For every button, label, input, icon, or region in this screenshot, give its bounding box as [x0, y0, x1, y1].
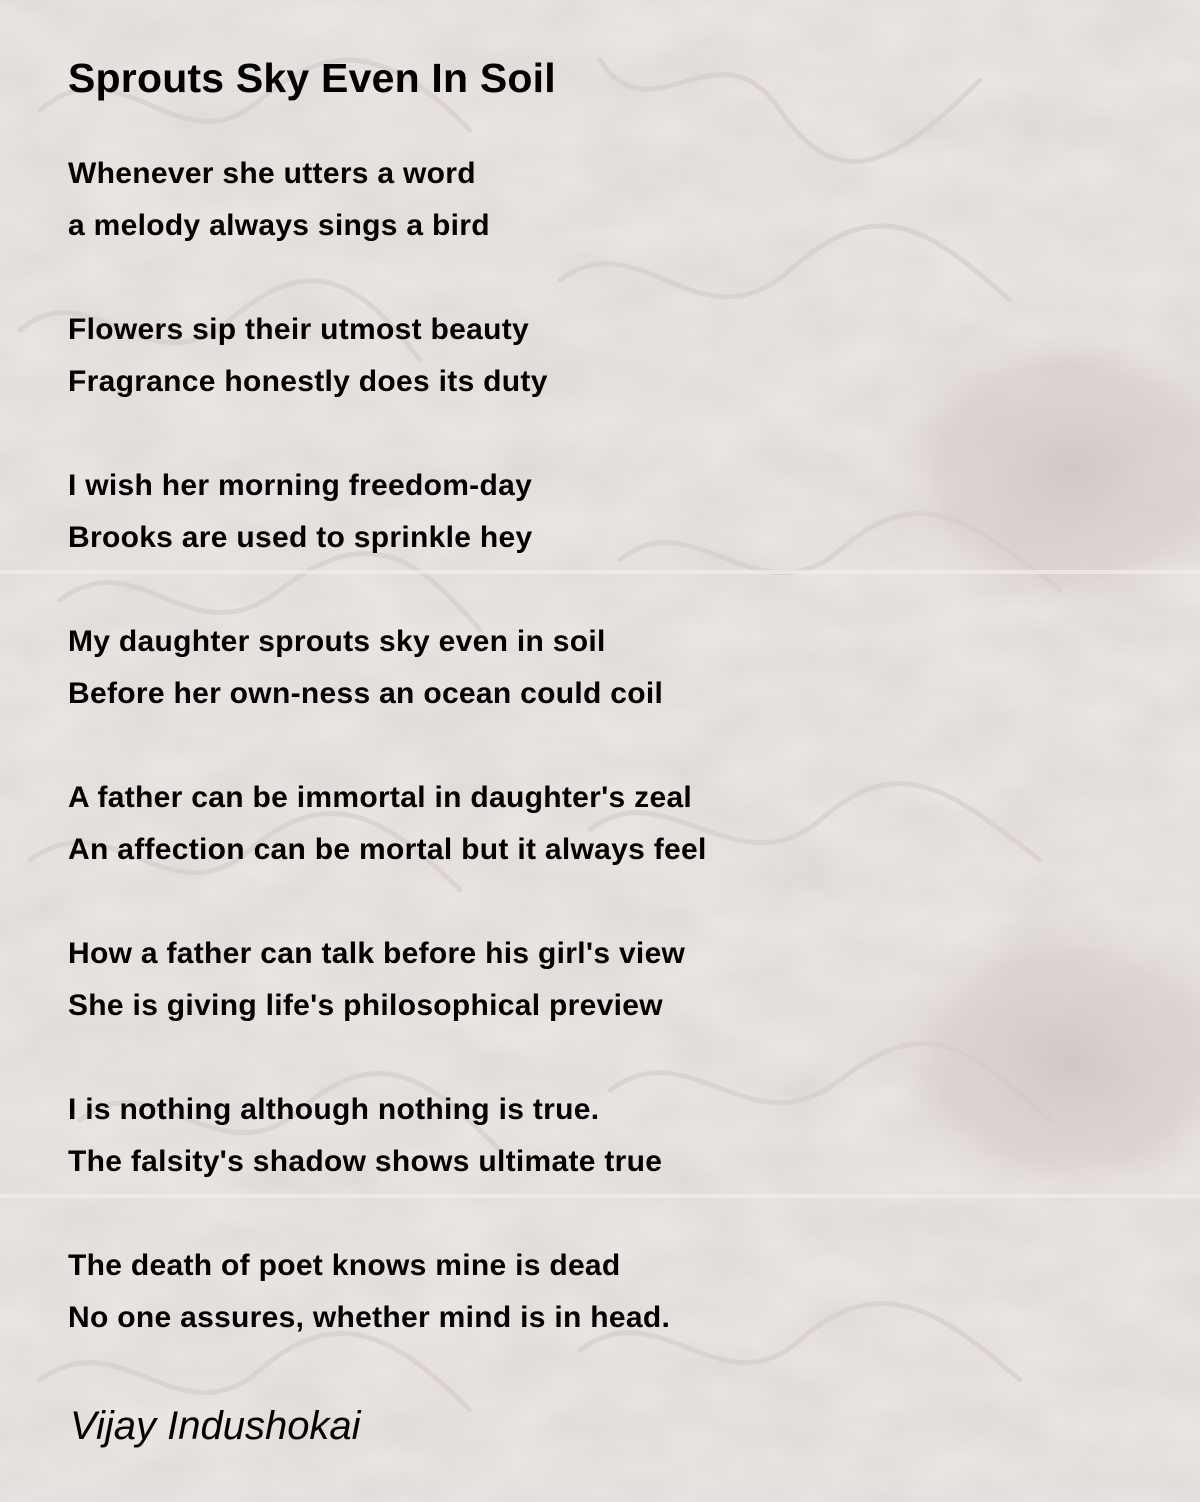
poem-line: No one assures, whether mind is in head. [68, 1301, 671, 1334]
poem-line: Whenever she utters a word [68, 157, 476, 190]
poem-line: A father can be immortal in daughter's zeal [68, 781, 693, 814]
poem-line: Before her own-ness an ocean could coil [68, 677, 664, 710]
poem-line: The death of poet knows mine is dead [68, 1249, 621, 1282]
poem-line: Brooks are used to sprinkle hey [68, 521, 533, 554]
poem-line: I is nothing although nothing is true. [68, 1093, 600, 1126]
poem-line: She is giving life's philosophical preview [68, 989, 663, 1022]
poem-line: An affection can be mortal but it always feel [68, 833, 707, 866]
poem-line: My daughter sprouts sky even in soil [68, 625, 606, 658]
poem-line: Flowers sip their utmost beauty [68, 313, 530, 346]
poem-author: Vijay Indushokai [70, 1404, 361, 1448]
poem-line: I wish her morning freedom-day [68, 469, 533, 502]
poem-line: How a father can talk before his girl's view [68, 937, 686, 970]
poem-line: The falsity's shadow shows ultimate true [68, 1145, 663, 1178]
poem-title: Sprouts Sky Even In Soil [68, 55, 556, 101]
poem-line: a melody always sings a bird [68, 209, 490, 242]
poem-line: Fragrance honestly does its duty [68, 365, 548, 398]
